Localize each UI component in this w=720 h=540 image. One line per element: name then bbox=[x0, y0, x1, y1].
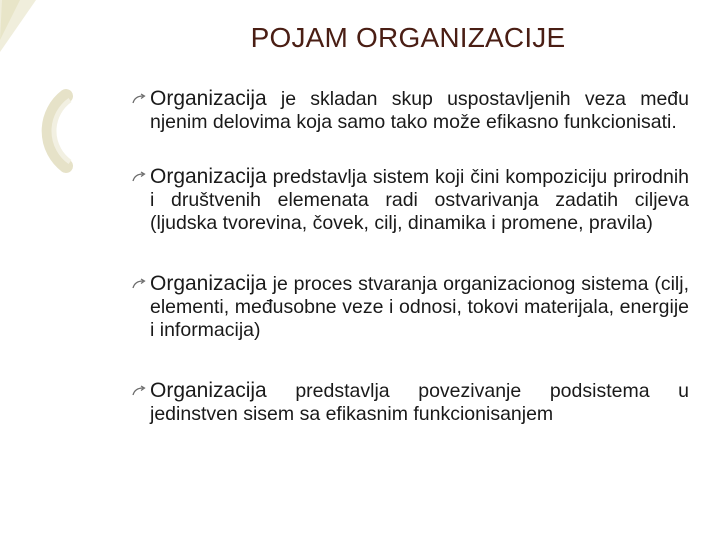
curved-arrow-icon bbox=[132, 278, 146, 290]
list-item bbox=[130, 379, 689, 426]
bullet-text: predstavlja sistem koji čini kompoziciju prirodnih i društvenih elemenata radi ostvarivanja zadatih ciljeva (ljudska tvorevina, čovek, cilj, dinamika i promene, pravila) bbox=[150, 166, 689, 234]
bullet-list bbox=[130, 87, 689, 426]
list-item bbox=[130, 272, 689, 342]
bullet-text: predstavlja povezivanje podsistema u jedinstven sisem sa efikasnim funkcionisanjem bbox=[150, 380, 689, 425]
page-title: POJAM ORGANIZACIJE bbox=[250, 22, 566, 53]
bullet-term: Organizacija bbox=[150, 379, 267, 402]
bullet-term: Organizacija bbox=[150, 87, 267, 110]
decorative-arc-icon bbox=[0, 0, 100, 540]
list-item bbox=[130, 87, 689, 134]
bullet-term: Organizacija bbox=[150, 272, 267, 295]
curved-arrow-icon bbox=[132, 385, 146, 397]
curved-arrow-icon bbox=[132, 93, 146, 105]
bullet-term: Organizacija bbox=[150, 165, 267, 188]
bullet-text: je skladan skup uspostavljenih veza među njenim delovima koja samo tako može efikasno funkcionisati. bbox=[150, 88, 689, 133]
list-item bbox=[130, 165, 689, 235]
bullet-text: je proces stvaranja organizacionog sistema (cilj, elementi, međusobne veze i odnosi, tokovi materijala, energije i informacija) bbox=[150, 273, 689, 341]
curved-arrow-icon bbox=[132, 171, 146, 183]
